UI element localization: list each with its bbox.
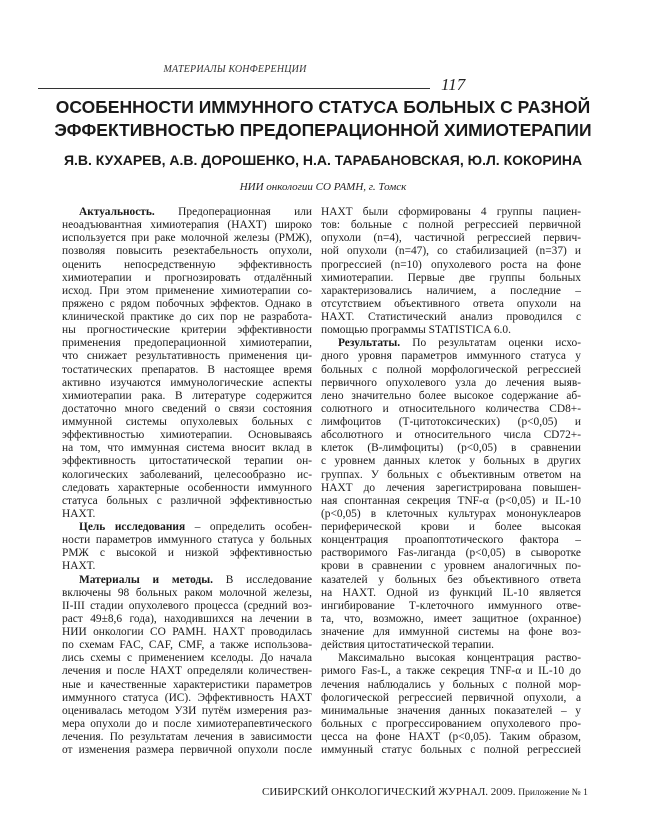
line-text: химиотерапии. Первые две группы больных (321, 271, 581, 284)
title-line-2: ЭФФЕКТИВНОСТЬЮ ПРЕДОПЕРАЦИОННОЙ ХИМИОТЕРАПИИ (54, 120, 592, 140)
line-text: НАХТ. (62, 507, 96, 520)
text-line (321, 718, 581, 731)
text-line (321, 285, 581, 298)
text-line (62, 692, 312, 705)
affiliation: НИИ онкологии СО РАМН, г. Томск (239, 181, 407, 193)
text-line (62, 547, 312, 560)
text-line (321, 469, 581, 482)
text-line (321, 350, 581, 363)
text-line (62, 495, 312, 508)
line-text: лечения и после НАХТ определяли количествен- (62, 665, 312, 678)
text-line (62, 259, 312, 272)
text-line (62, 350, 312, 363)
text-line (321, 324, 581, 337)
text-line (321, 744, 581, 757)
text-line (321, 337, 581, 350)
line-text: фологической регрессией первичной опухоли, а (321, 691, 581, 704)
text-line (62, 311, 312, 324)
line-text: лено значительно более высокое содержание аб- (321, 389, 581, 402)
page-number: 117 (441, 75, 466, 94)
text-line (321, 626, 581, 639)
footer-supplement: Приложение № 1 (518, 788, 588, 798)
line-text: – определить особен- (185, 521, 312, 533)
line-text: тостатических препаратов. В настоящее время (62, 363, 312, 376)
line-text: лечения. По результатам лечения в зависимости (62, 731, 312, 743)
line-text: НИИ онкологии СО РАМН. НАХТ проводилась (62, 626, 312, 638)
text-line (62, 718, 312, 731)
text-line (321, 416, 581, 429)
text-line (62, 679, 312, 692)
article-title (0, 96, 646, 142)
line-text: химиотерапии рака. В литературе содержится (62, 389, 312, 402)
line-text: ной опухоли (n=47), со стабилизацией (n=37) и (321, 245, 581, 258)
line-text: По результатам оценки исхо- (400, 337, 581, 350)
line-text: неоадъювантная химиотерапия (НАХТ) широко (62, 219, 312, 232)
line-text: мера опухоли до и после химиотерапевтического (62, 717, 312, 730)
text-line (62, 455, 312, 468)
line-text: первичного опухолевого узла до лечения выяв- (321, 376, 581, 389)
line-text: эффективность цитостатической терапии он- (62, 455, 312, 468)
line-text: оценить непосредственную эффективность (62, 258, 312, 271)
text-line (62, 705, 312, 718)
text-line (62, 403, 312, 416)
text-line (321, 232, 581, 245)
text-line (321, 403, 581, 416)
text-line (62, 469, 312, 482)
line-text: позволяя повысить резектабельность опухоли, (62, 245, 312, 258)
line-text: химиотерапии и прогнозировать отдалённый (62, 271, 312, 284)
line-text: периферической крови и более высокая (321, 521, 581, 533)
line-text: характеризовались наличием, а последние – (321, 284, 581, 297)
line-text: Предоперационная или (154, 206, 312, 218)
line-text: концентрация проапоптотического фактора – (321, 534, 581, 547)
text-line (62, 560, 312, 573)
line-text: исход. При этом применение химиотерапии со- (62, 284, 312, 297)
text-line (321, 311, 581, 324)
line-text: включены 98 больных раком молочной железы, (62, 586, 312, 599)
text-line (62, 429, 312, 442)
text-line (321, 705, 581, 718)
text-line (62, 652, 312, 665)
header-rule (38, 88, 430, 89)
text-line (62, 587, 312, 600)
text-line (62, 206, 312, 219)
text-line (321, 587, 581, 600)
text-line (62, 285, 312, 298)
right-column (321, 206, 581, 757)
text-line (62, 324, 312, 337)
line-text: ности параметров иммунного статуса у больных (62, 534, 312, 547)
line-text: применения предоперационной химиотерапии, (62, 337, 312, 350)
line-text: следовать характерные особенности иммунного (62, 481, 312, 494)
text-line (62, 390, 312, 403)
text-line (62, 613, 312, 626)
text-line (321, 364, 581, 377)
text-line (321, 219, 581, 232)
line-text: ные и качественные характеристики параметров (62, 678, 312, 691)
line-text: Максимально высокая концентрация раство- (338, 652, 581, 665)
text-line (62, 521, 312, 534)
text-line (321, 692, 581, 705)
text-line (321, 652, 581, 665)
text-line (321, 429, 581, 442)
line-text: НАХТ до лечения зарегистрирована повышен- (321, 481, 581, 494)
line-text: что снижает результативность применения ци- (62, 350, 312, 363)
line-text: растворимого Fas-лиганда (p<0,05) в сыворотке (321, 547, 581, 560)
text-line (321, 272, 581, 285)
text-line (62, 245, 312, 258)
section-heading: Результаты. (338, 337, 401, 350)
text-line (321, 547, 581, 560)
line-text: иммунный статус больных с полной регрессией (321, 744, 581, 757)
text-line (321, 482, 581, 495)
line-text: ная спонтанная секреция TNF-α (p<0,05) и IL-10 (321, 494, 581, 507)
line-text: опухоли (n=4), частичной регрессией первич- (321, 232, 581, 245)
section-heading: Цель исследования (79, 521, 186, 533)
text-line (321, 600, 581, 613)
line-text: больных с полной морфологической регрессией (321, 363, 581, 376)
text-line (62, 442, 312, 455)
line-text: на том, что иммунная система вносит вклад в (62, 442, 312, 455)
footer (262, 786, 588, 798)
line-text: крови в сравнении с уровнем аналогичных по- (321, 560, 581, 573)
line-text: лечения наблюдались у больных с полной мор- (321, 678, 581, 691)
text-line (321, 613, 581, 626)
line-text: больных с прогрессированием опухолевого про- (321, 717, 581, 730)
line-text: казателей у больных без объективного ответа (321, 573, 581, 586)
line-text: дного уровня параметров иммунного статуса у (321, 350, 581, 363)
text-line (62, 626, 312, 639)
text-line (62, 219, 312, 232)
line-text: пряжено с рядом побочных эффектов. Однако в (62, 297, 312, 310)
text-line (321, 574, 581, 587)
text-line (321, 390, 581, 403)
line-text: от изменения размера первичной опухоли после (62, 744, 312, 757)
text-line (321, 245, 581, 258)
text-line (62, 639, 312, 652)
line-text: лись схемы с применением кселоды. До начала (62, 652, 312, 665)
text-line (321, 455, 581, 468)
line-text: РМЖ с высокой и низкой эффективностью (62, 547, 312, 560)
title-line-1: ОСОБЕННОСТИ ИММУННОГО СТАТУСА БОЛЬНЫХ С РАЗНОЙ (55, 97, 591, 117)
text-line (321, 521, 581, 534)
line-text: с уровнем данных клеток у больных в других (321, 455, 581, 468)
line-text: римого Fas-L, а также секреция TNF-α и IL-10 до (321, 665, 581, 678)
text-line (321, 665, 581, 678)
line-text: клинической практике до сих пор не разработа- (62, 311, 312, 323)
text-line (62, 744, 312, 757)
line-text: минимальные значения данных показателей – у (321, 704, 581, 717)
line-text: статуса больных с различной эффективностью (62, 494, 312, 507)
line-text: цесса на фоне НАХТ (p<0,05). Таким образом, (321, 731, 581, 743)
line-text: помощью программы STATISTICA 6.0. (321, 324, 511, 337)
text-line (62, 731, 312, 744)
text-line (62, 337, 312, 350)
text-line (62, 377, 312, 390)
line-text: действия цитостатической терапии. (321, 639, 495, 652)
text-line (321, 639, 581, 652)
text-line (62, 416, 312, 429)
text-line (321, 298, 581, 311)
line-text: солютного и относительного количества CD8+- (321, 402, 581, 415)
text-line (62, 534, 312, 547)
text-line (321, 377, 581, 390)
line-text: та, что, возможно, имеет защитное (охранное) (321, 612, 581, 625)
line-text: иммунного статуса (ИС). Эффективность НАХТ (62, 691, 312, 704)
section-heading: Материалы и методы. (79, 573, 214, 586)
line-text: отсутствием объективного ответа опухоли на (321, 297, 581, 310)
line-text: группах. У больных с объективным ответом на (321, 468, 581, 481)
line-text: абсолютного и относительного числа CD72+- (321, 429, 581, 442)
footer-journal: СИБИРСКИЙ ОНКОЛОГИЧЕСКИЙ ЖУРНАЛ. 2009. (262, 786, 516, 798)
running-header: МАТЕРИАЛЫ КОНФЕРЕНЦИИ (163, 64, 307, 75)
line-text: используется при раке молочной железы (РМЖ), (62, 232, 312, 245)
line-text: достаточно много сведений о связи состояния (62, 402, 312, 415)
line-text: НАХТ. Статистический анализ проводился с (321, 311, 581, 323)
line-text: активно изучаются иммунологические аспекты (62, 376, 312, 389)
line-text: ны прогностические критерии эффективности (62, 324, 312, 337)
text-line (321, 259, 581, 272)
text-line (62, 600, 312, 613)
text-line (321, 495, 581, 508)
line-text: значение для иммунной системы на фоне воз- (321, 626, 581, 638)
line-text: иммунной системы опухолевых больных с (62, 416, 312, 428)
line-text: тов: больные с полной регрессией первичной (321, 219, 581, 232)
line-text: на НАХТ. Одной из функций IL-10 является (321, 586, 581, 599)
line-text: оценивалась методом УЗИ путём измерения раз- (62, 704, 312, 717)
authors: Я.В. КУХАРЕВ, А.В. ДОРОШЕНКО, Н.А. ТАРАБАНОВСКАЯ, Ю.Л. КОКОРИНА (63, 152, 583, 168)
text-line (62, 298, 312, 311)
line-text: В исследование (213, 573, 312, 586)
text-line (62, 482, 312, 495)
text-line (62, 508, 312, 521)
line-text: лимфоцитов (Т-цитотоксических) (p<0,05) и (321, 416, 581, 428)
text-line (62, 272, 312, 285)
section-heading: Актуальность. (79, 206, 155, 218)
line-text: по схемам FAC, CAF, CMF, а также использова- (62, 639, 312, 652)
text-line (321, 560, 581, 573)
line-text: (p<0,05) в клеточных культурах мононуклеаров (321, 507, 581, 520)
left-column (62, 206, 312, 757)
text-line (321, 206, 581, 219)
line-text: НАХТ были сформированы 4 группы пациен- (321, 206, 581, 218)
line-text: прогрессией (n=10) опухолевого роста на фоне (321, 258, 581, 271)
text-line (321, 442, 581, 455)
line-text: раст 49±8,6 года), находившихся на лечении в (62, 612, 312, 625)
line-text: клеток (В-лимфоциты) (p<0,05) в сравнении (321, 442, 581, 455)
text-line (321, 731, 581, 744)
line-text: ингибирование Т-клеточного иммунного отве- (321, 599, 581, 612)
line-text: НАХТ. (62, 560, 96, 573)
text-line (62, 364, 312, 377)
line-text: II-III стадии опухолевого процесса (средний воз- (62, 599, 312, 612)
line-text: эффективностью химиотерапии. Основываясь (62, 429, 312, 442)
text-line (62, 232, 312, 245)
text-line (62, 665, 312, 678)
text-line (321, 508, 581, 521)
line-text: кологических заболеваний, целесообразно ис- (62, 468, 312, 481)
text-line (321, 679, 581, 692)
text-line (321, 534, 581, 547)
text-line (62, 574, 312, 587)
